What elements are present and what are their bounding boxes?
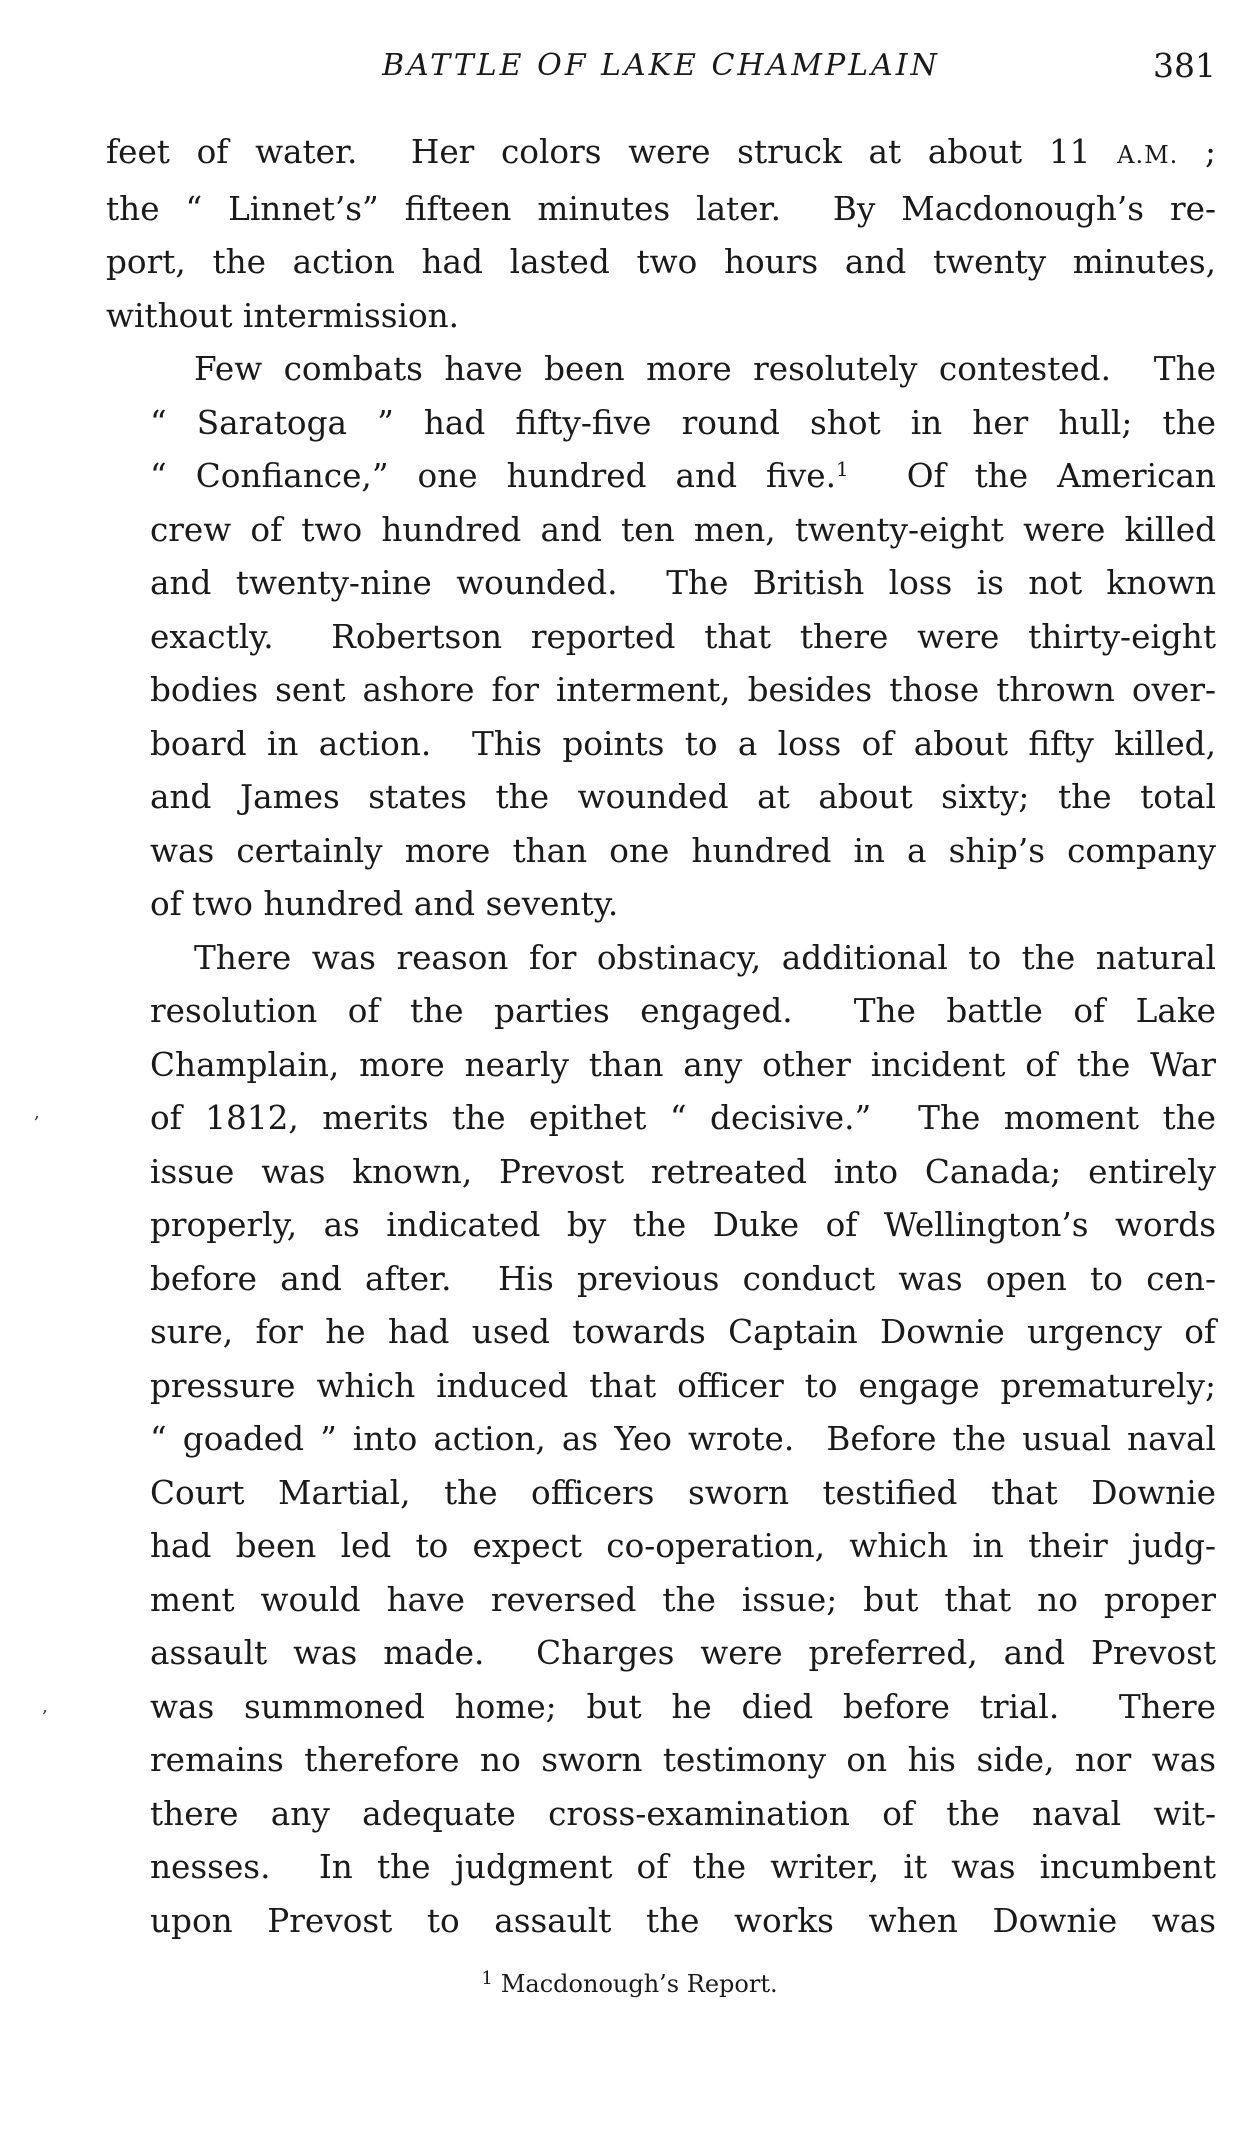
text-line bbox=[106, 1895, 1216, 1949]
text-line bbox=[106, 236, 1216, 290]
paragraph bbox=[106, 343, 1216, 932]
text-line bbox=[106, 1467, 1216, 1521]
text-line bbox=[106, 343, 1216, 397]
footnote-text: Macdonough’s Report. bbox=[500, 1970, 778, 1998]
line-text: Of the American bbox=[848, 457, 1216, 495]
line-text: without intermission. bbox=[106, 296, 460, 335]
small-caps-text: A.M. bbox=[1117, 141, 1179, 169]
text-line bbox=[106, 1841, 1216, 1895]
text-line bbox=[106, 825, 1216, 879]
line-text: “ goaded ” into action, as Yeo wrote. Before the usual naval bbox=[150, 1420, 1216, 1458]
line-text: ment would have reversed the issue; but that no proper bbox=[150, 1580, 1216, 1619]
line-text: of 1812, merits the epithet “ decisive.” The moment the bbox=[150, 1099, 1216, 1137]
text-line bbox=[106, 1734, 1216, 1788]
text-line bbox=[106, 1520, 1216, 1574]
text-line bbox=[106, 504, 1216, 558]
line-text: feet of water. Her colors were struck at about 11 bbox=[106, 133, 1118, 171]
text-line bbox=[106, 1681, 1216, 1735]
text-line bbox=[106, 1092, 1216, 1146]
line-text: of two hundred and seventy. bbox=[150, 885, 619, 923]
paragraph bbox=[106, 126, 1216, 343]
text-line bbox=[106, 1039, 1216, 1093]
text-line bbox=[106, 1306, 1216, 1360]
line-text: upon Prevost to assault the works when Downie was bbox=[150, 1901, 1216, 1940]
margin-mark: ‚ bbox=[42, 1696, 48, 1717]
line-text: ; bbox=[1178, 133, 1216, 171]
line-text: Champlain, more nearly than any other incident of the War bbox=[150, 1045, 1216, 1084]
footnote-reference: 1 bbox=[836, 457, 849, 481]
text-line bbox=[106, 557, 1216, 611]
line-text: exactly. Robertson reported that there were thirty-eight bbox=[150, 617, 1216, 656]
text-line bbox=[106, 932, 1216, 986]
text-line bbox=[106, 1574, 1216, 1628]
text-line bbox=[106, 290, 1216, 344]
line-text: properly, as indicated by the Duke of Wellington’s words bbox=[150, 1206, 1216, 1244]
footnote bbox=[0, 1970, 1259, 1998]
footnote-marker: 1 bbox=[481, 1968, 493, 1989]
text-line bbox=[106, 1253, 1216, 1307]
line-text: There was reason for obstinacy, additional to the natural bbox=[194, 938, 1216, 977]
line-text: remains therefore no sworn testimony on his side, nor was bbox=[150, 1741, 1216, 1779]
line-text: port, the action had lasted two hours and twenty minutes, bbox=[106, 243, 1216, 281]
line-text: was certainly more than one hundred in a ship’s company bbox=[150, 831, 1216, 870]
line-text: Court Martial, the officers sworn testified that Downie bbox=[150, 1473, 1216, 1512]
text-line bbox=[106, 183, 1216, 237]
line-text: “ Confiance,” one hundred and five. bbox=[150, 457, 836, 495]
margin-mark: , bbox=[34, 1102, 40, 1123]
line-text: before and after. His previous conduct was open to cen- bbox=[150, 1259, 1216, 1298]
line-text: there any adequate cross-examination of the naval wit- bbox=[150, 1794, 1216, 1833]
line-text: Few combats have been more resolutely contested. The bbox=[194, 350, 1216, 388]
line-text: crew of two hundred and ten men, twenty-eight were killed bbox=[150, 510, 1216, 549]
line-text: and twenty-nine wounded. The British loss is not known bbox=[150, 564, 1216, 602]
line-text: pressure which induced that officer to engage prematurely; bbox=[150, 1366, 1216, 1405]
text-line bbox=[106, 450, 1216, 504]
text-line bbox=[106, 1788, 1216, 1842]
line-text: resolution of the parties engaged. The battle of Lake bbox=[150, 992, 1216, 1030]
line-text: “ Saratoga ” had fifty-five round shot in her hull; the bbox=[150, 403, 1216, 442]
text-line bbox=[106, 397, 1216, 451]
text-line bbox=[106, 664, 1216, 718]
body-text bbox=[106, 126, 1216, 1948]
line-text: assault was made. Charges were preferred, and Prevost bbox=[150, 1634, 1216, 1672]
text-line bbox=[106, 1413, 1216, 1467]
text-line bbox=[106, 1199, 1216, 1253]
running-title: BATTLE OF LAKE CHAMPLAIN bbox=[382, 48, 940, 83]
line-text: bodies sent ashore for interment, besides those thrown over- bbox=[150, 671, 1216, 709]
paragraph bbox=[106, 932, 1216, 1949]
text-line bbox=[106, 878, 1216, 932]
running-head bbox=[106, 44, 1216, 94]
page-number: 381 bbox=[1153, 46, 1216, 85]
text-line bbox=[106, 1627, 1216, 1681]
text-line bbox=[106, 1360, 1216, 1414]
line-text: and James states the wounded at about sixty; the total bbox=[150, 778, 1216, 816]
line-text: had been led to expect co-operation, which in their judg- bbox=[150, 1527, 1216, 1565]
line-text: sure, for he had used towards Captain Downie urgency of bbox=[150, 1313, 1216, 1351]
text-line bbox=[106, 718, 1216, 772]
line-text: nesses. In the judgment of the writer, it was incumbent bbox=[150, 1848, 1216, 1886]
text-line bbox=[106, 771, 1216, 825]
line-text: was summoned home; but he died before trial. There bbox=[150, 1687, 1216, 1726]
text-line bbox=[106, 611, 1216, 665]
line-text: the “ Linnet’s” fifteen minutes later. By Macdonough’s re- bbox=[106, 189, 1216, 228]
text-line bbox=[106, 1146, 1216, 1200]
text-line bbox=[106, 126, 1216, 183]
text-line bbox=[106, 985, 1216, 1039]
line-text: board in action. This points to a loss of about fifty killed, bbox=[150, 724, 1216, 763]
line-text: issue was known, Prevost retreated into Canada; entirely bbox=[150, 1152, 1216, 1191]
